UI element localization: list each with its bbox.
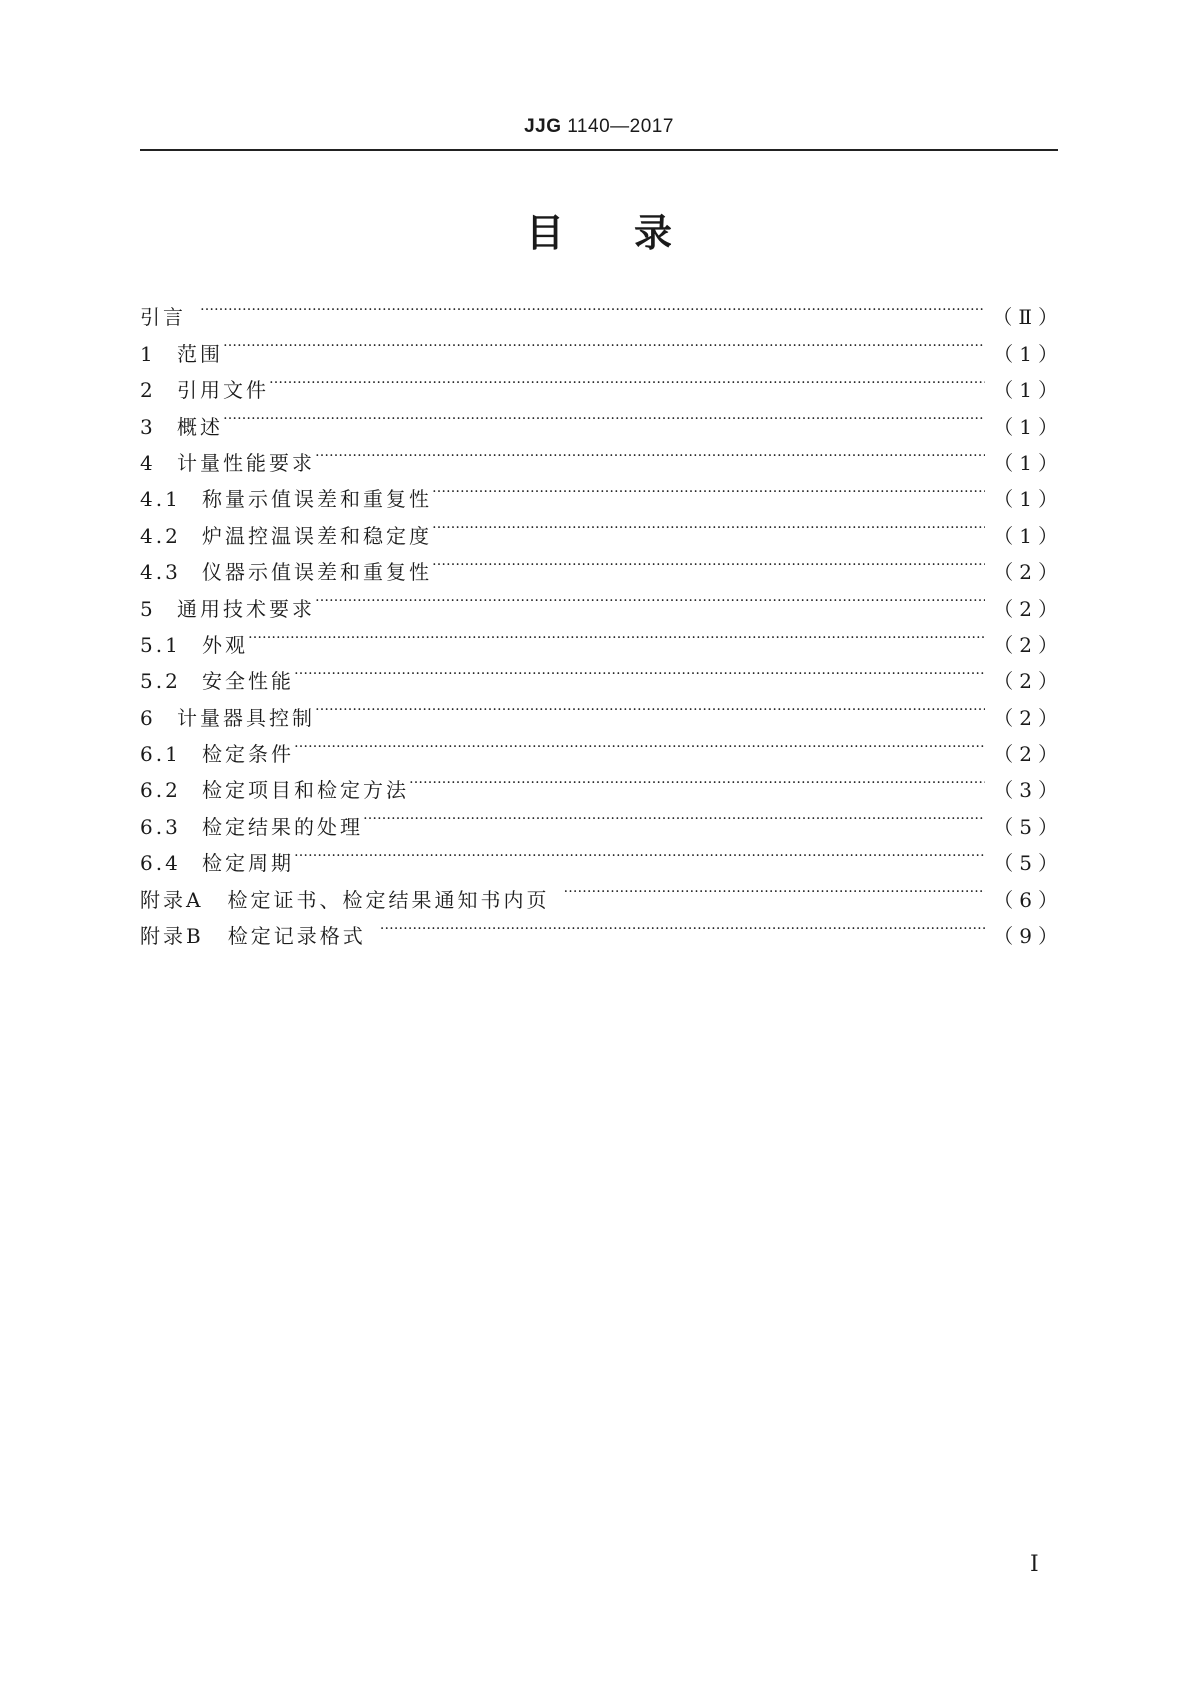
toc-leader-dots <box>294 652 985 688</box>
toc-entry-page: （2） <box>993 560 1064 585</box>
toc-entry-page: （1） <box>993 450 1064 475</box>
toc-entry-page: （3） <box>993 778 1064 803</box>
toc-entry-title: 外观 <box>202 632 248 657</box>
toc-entry-page: （2） <box>993 705 1064 730</box>
toc-entry-page: （6） <box>993 887 1064 912</box>
toc-entry-title: 检定周期 <box>202 851 294 876</box>
toc-entry-1[interactable] <box>140 324 1064 366</box>
standard-code-prefix: JJG <box>524 116 562 137</box>
toc-leader-dots <box>294 834 985 870</box>
toc-entry-number: 4.3 <box>140 560 181 585</box>
toc-entry-page: （1） <box>993 378 1064 403</box>
toc-entry-4[interactable] <box>140 434 1064 475</box>
toc-entry-3[interactable] <box>140 397 1064 439</box>
toc-leader-dots <box>315 688 985 724</box>
toc-entry-page: （5） <box>993 851 1064 876</box>
toc-entry-title: 引言 <box>140 305 186 330</box>
toc-entry-title: 引用文件 <box>177 378 269 403</box>
toc-entry-title: 称量示值误差和重复性 <box>202 487 432 512</box>
standard-code-number: 1140—2017 <box>561 116 674 137</box>
toc-entry-number: 5 <box>140 596 156 621</box>
toc-leader-dots <box>432 506 985 542</box>
toc-entry-title: 安全性能 <box>202 669 294 694</box>
toc-title: 目录 <box>525 211 742 255</box>
toc-entry-number: 5.2 <box>140 669 181 694</box>
toc-leader-dots <box>432 543 985 579</box>
toc-entry-number: 4.2 <box>140 523 181 548</box>
toc-leader-dots <box>200 288 984 324</box>
toc-leader-dots <box>248 616 985 652</box>
toc-leader-dots <box>269 361 985 397</box>
toc-leader-dots <box>315 434 985 470</box>
toc-entry-title: 检定记录格式 <box>227 924 366 949</box>
toc-entry-title: 通用技术要求 <box>177 596 315 621</box>
toc-entry-title: 检定结果的处理 <box>202 814 363 839</box>
toc-entry-5-1[interactable] <box>140 616 1064 657</box>
toc-entry-page: （1） <box>993 487 1064 512</box>
toc-entry-5-2[interactable] <box>140 652 1064 694</box>
table-of-contents <box>140 288 1064 949</box>
toc-entry-page: （2） <box>993 669 1064 694</box>
toc-entry-number: 6 <box>140 705 156 730</box>
toc-entry-title: 仪器示值误差和重复性 <box>202 560 432 585</box>
toc-entry-page: （1） <box>993 523 1064 548</box>
toc-entry-title: 计量器具控制 <box>177 705 315 730</box>
toc-leader-dots <box>294 725 985 761</box>
toc-entry-page: （2） <box>993 742 1064 767</box>
toc-leader-dots <box>363 797 985 833</box>
toc-entry-title: 检定证书、检定结果通知书内页 <box>227 887 550 912</box>
toc-entry-number: 5.1 <box>140 632 181 657</box>
toc-leader-dots <box>223 397 985 433</box>
toc-entry-title: 计量性能要求 <box>177 450 315 475</box>
toc-entry-number: 6.3 <box>140 814 181 839</box>
toc-entry-intro[interactable] <box>140 288 1064 330</box>
toc-leader-dots <box>563 870 985 906</box>
toc-leader-dots <box>223 324 985 360</box>
toc-entry-number: 4.1 <box>140 487 181 512</box>
toc-leader-dots <box>432 470 985 506</box>
toc-entry-number: 附录A <box>140 887 204 912</box>
toc-entry-number: 1 <box>140 341 156 366</box>
toc-entry-title: 检定条件 <box>202 742 294 767</box>
toc-entry-page: （9） <box>993 924 1064 949</box>
toc-entry-number: 3 <box>140 414 156 439</box>
toc-leader-dots <box>315 579 985 615</box>
toc-entry-number: 6.4 <box>140 851 181 876</box>
toc-entry-page: （1） <box>993 341 1064 366</box>
toc-entry-title: 炉温控温误差和稳定度 <box>202 523 432 548</box>
toc-entry-number: 2 <box>140 378 156 403</box>
toc-entry-number: 6.1 <box>140 742 181 767</box>
toc-entry-title: 检定项目和检定方法 <box>202 778 409 803</box>
toc-entry-page: （5） <box>993 814 1064 839</box>
toc-entry-title: 概述 <box>177 414 223 439</box>
header-divider <box>140 149 1058 151</box>
toc-entry-page: （Ⅱ） <box>992 305 1064 330</box>
page-number: Ⅰ <box>1030 1552 1039 1577</box>
toc-entry-title: 范围 <box>177 341 223 366</box>
toc-entry-number: 4 <box>140 450 156 475</box>
toc-leader-dots <box>380 907 986 943</box>
toc-entry-page: （1） <box>993 414 1064 439</box>
toc-leader-dots <box>409 761 985 797</box>
toc-entry-page: （2） <box>993 596 1064 621</box>
toc-entry-2[interactable] <box>140 361 1064 403</box>
document-header <box>140 116 1058 138</box>
toc-entry-number: 6.2 <box>140 778 181 803</box>
toc-entry-page: （2） <box>993 632 1064 657</box>
toc-entry-number: 附录B <box>140 924 204 949</box>
